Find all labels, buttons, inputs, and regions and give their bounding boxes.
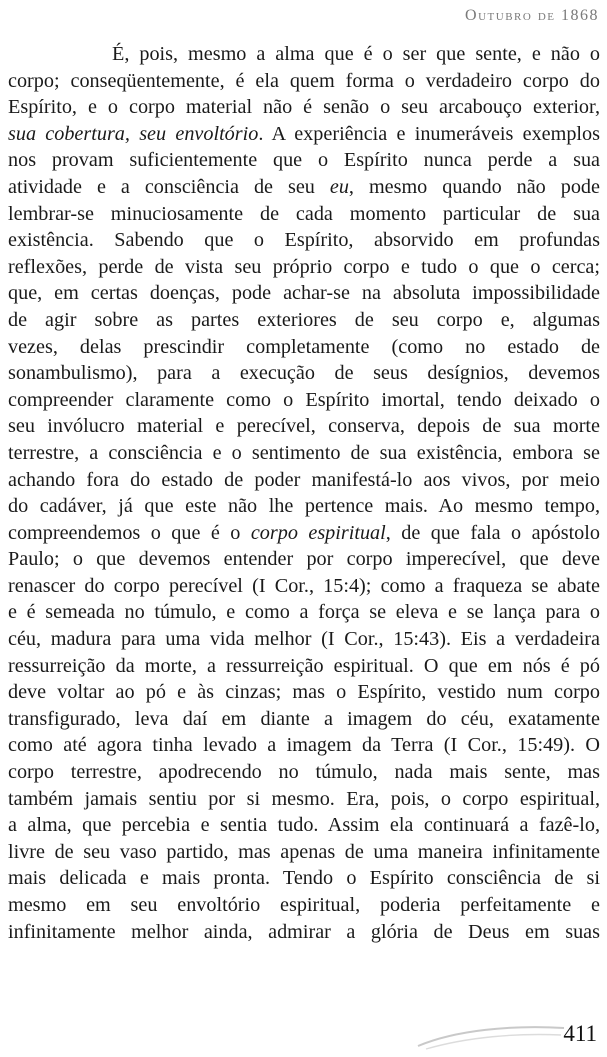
- text-line: [8, 546, 600, 573]
- running-header: Outubro de 1868: [465, 7, 599, 24]
- text-line: [8, 520, 600, 547]
- text-segment: mais delicada e mais pronta. Tendo o Espírito consciência de si: [8, 867, 600, 890]
- text-line: [8, 493, 600, 520]
- text-line: [8, 334, 600, 361]
- text-segment: renascer do corpo perecível (I Cor., 15:4); como a fraqueza se abate: [8, 574, 600, 597]
- text-segment: Paulo; o que devemos entender por corpo imperecível, que deve: [8, 548, 600, 571]
- text-line: [8, 839, 600, 866]
- text-line: [8, 812, 600, 839]
- text-line: [8, 919, 600, 946]
- text-line: [8, 706, 600, 733]
- text-segment: transfigurado, leva daí em diante a imagem do céu, exatamente: [8, 707, 600, 730]
- text-segment: compreender claramente como o Espírito imortal, tendo deixado o: [8, 388, 600, 411]
- text-segment: achando fora do estado de poder manifestá-lo aos vivos, por meio: [8, 468, 600, 491]
- text-segment: como até agora tinha levado a imagem da Terra (I Cor., 15:49). O: [8, 734, 600, 757]
- text-line: [8, 147, 600, 174]
- italic-text: corpo espiritual: [250, 521, 386, 544]
- text-segment: nos provam suficientemente que o Espírito nunca perde a sua: [8, 149, 600, 172]
- text-segment: , mesmo quando não pode: [348, 175, 600, 198]
- text-segment: do cadáver, já que este não lhe pertence mais. Ao mesmo tempo,: [8, 495, 600, 518]
- text-segment: . A experiência e inumeráveis exemplos: [258, 122, 600, 145]
- text-line: [8, 653, 600, 680]
- text-segment: vezes, delas prescindir completamente (como no estado de: [8, 335, 600, 358]
- text-line: [8, 307, 600, 334]
- text-line: [8, 413, 600, 440]
- text-segment: existência. Sabendo que o Espírito, absorvido em profundas: [8, 229, 600, 252]
- text-segment: É, pois, mesmo a alma que é o ser que sente, e não o: [112, 43, 600, 65]
- text-segment: corpo; conseqüentemente, é ela quem forma o verdadeiro corpo do: [8, 69, 600, 92]
- text-segment: céu, madura para uma vida melhor (I Cor., 15:43). Eis a verdadeira: [8, 628, 600, 651]
- text-line: [8, 440, 600, 467]
- text-line: [8, 786, 600, 813]
- text-line: [8, 41, 600, 68]
- decorative-swoosh: [416, 1016, 566, 1052]
- text-line: [8, 467, 600, 494]
- text-line: [8, 121, 600, 148]
- text-line: [8, 626, 600, 653]
- text-line: [8, 732, 600, 759]
- italic-text: sua cobertura, seu envoltório: [8, 122, 259, 145]
- text-segment: , de que fala o apóstolo: [385, 521, 600, 544]
- italic-text: eu: [329, 175, 349, 198]
- text-segment: corpo terrestre, apodrecendo no túmulo, nada mais sente, mas: [8, 761, 600, 784]
- text-line: [8, 573, 600, 600]
- text-segment: lembrar-se minuciosamente de cada momento particular de sua: [8, 202, 600, 225]
- text-segment: e é semeada no túmulo, e como a força se eleva e se lança para o: [8, 601, 600, 624]
- text-segment: atividade e a consciência de seu: [8, 175, 330, 198]
- text-line: [8, 387, 600, 414]
- text-segment: Espírito, e o corpo material não é senão o seu arcabouço exterior,: [8, 96, 600, 119]
- text-segment: mesmo em seu envoltório espiritual, poderia perfeitamente e: [8, 894, 600, 916]
- text-segment: também jamais sentiu por si mesmo. Era, pois, o corpo espiritual,: [8, 787, 600, 810]
- text-segment: seu invólucro material e perecível, conserva, depois de sua morte: [8, 415, 600, 438]
- text-segment: compreendemos o que é o: [8, 521, 251, 544]
- text-segment: sonambulismo), para a execução de seus desígnios, devemos: [8, 362, 600, 385]
- text-segment: reflexões, perde de vista seu próprio corpo e tudo o que o cerca;: [8, 255, 600, 278]
- text-line: [8, 174, 600, 201]
- text-line: [8, 201, 600, 228]
- text-line: [8, 679, 600, 706]
- page-number: 411: [563, 1021, 597, 1046]
- text-line: [8, 227, 600, 254]
- text-line: [8, 254, 600, 281]
- text-segment: de agir sobre as partes exteriores de seu corpo e, algumas: [8, 308, 600, 331]
- text-line: [8, 892, 600, 919]
- text-segment: livre de seu vaso partido, mas apenas de uma maneira infinitamente: [8, 840, 600, 863]
- text-line: [8, 94, 600, 121]
- text-segment: infinitamente melhor ainda, admirar a glória de Deus em suas: [8, 920, 600, 943]
- text-segment: ressurreição da morte, a ressurreição espiritual. O que em nós é pó: [8, 654, 600, 677]
- text-line: [8, 280, 600, 307]
- text-line: [8, 68, 600, 95]
- text-segment: terrestre, a consciência e o sentimento de sua existência, embora se: [8, 441, 600, 464]
- text-line: [8, 865, 600, 892]
- text-segment: a alma, que percebia e sentia tudo. Assim ela continuará a fazê-lo,: [8, 814, 600, 837]
- text-line: [8, 759, 600, 786]
- page-body-text: [8, 41, 600, 945]
- text-line: [8, 360, 600, 387]
- text-segment: que, em certas doenças, pode achar-se na absoluta impossibilidade: [8, 282, 600, 305]
- text-segment: deve voltar ao pó e às cinzas; mas o Espírito, vestido num corpo: [8, 681, 600, 704]
- text-line: [8, 599, 600, 626]
